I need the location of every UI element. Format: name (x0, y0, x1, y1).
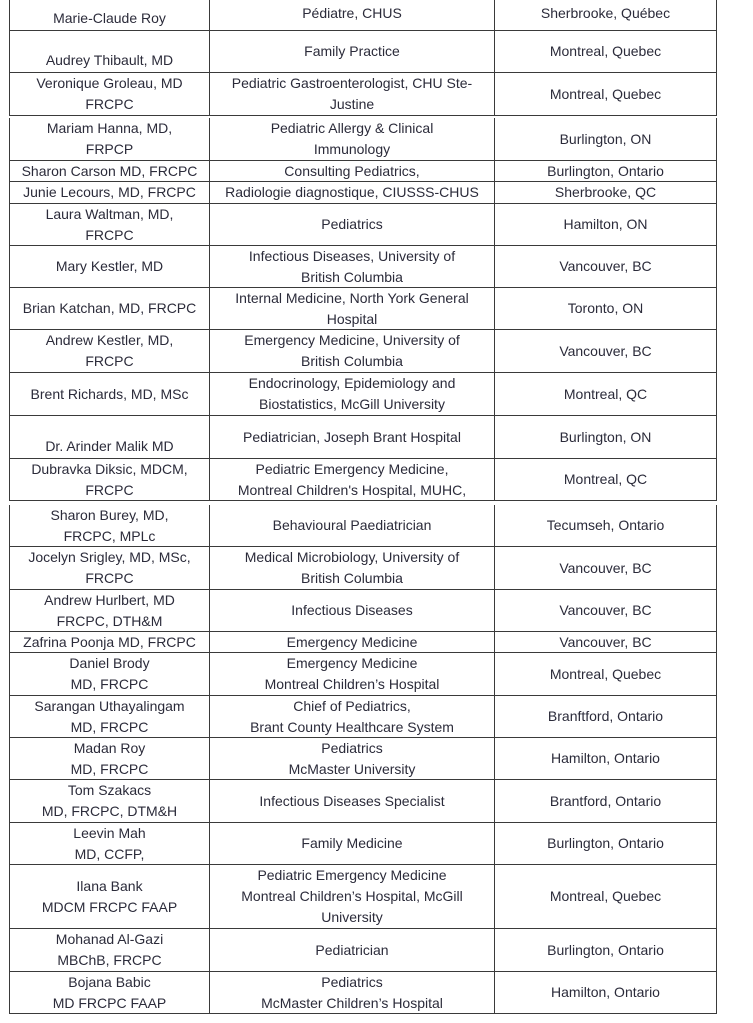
physician-name-cell: Veronique Groleau, MD FRCPC (9, 73, 209, 116)
table-row (9, 161, 717, 182)
table-row (9, 738, 717, 780)
physician-name-cell: Brian Katchan, MD, FRCPC (9, 288, 209, 330)
specialty-cell: Family Practice (209, 31, 494, 73)
specialty-cell: Infectious Diseases, University of British Columbia (209, 246, 494, 288)
table-row (9, 288, 717, 330)
physician-name-cell: Dubravka Diksic, MDCM, FRCPC (9, 459, 209, 501)
physician-name-cell: Marie-Claude Roy (9, 0, 209, 31)
table-row (9, 780, 717, 823)
physician-name-cell: Jocelyn Srigley, MD, MSc, FRCPC (9, 547, 209, 590)
physician-name-cell: Sharon Burey, MD, FRCPC, MPLc (9, 505, 209, 547)
specialty-cell: Endocrinology, Epidemiology and Biostatistics, McGill University (209, 373, 494, 416)
table-row (9, 972, 717, 1014)
specialty-cell: Behavioural Paediatrician (209, 505, 494, 547)
table-row (9, 632, 717, 653)
table-row (9, 204, 717, 246)
location-cell: Vancouver, BC (494, 547, 717, 590)
table-row (9, 590, 717, 632)
specialty-cell: Pediatric Emergency Medicine, Montreal Children's Hospital, MUHC, (209, 459, 494, 501)
specialty-cell: Pediatric Gastroenterologist, CHU Ste- Justine (209, 73, 494, 116)
physician-name-cell: Laura Waltman, MD, FRCPC (9, 204, 209, 246)
table-row (9, 653, 717, 696)
location-cell: Burlington, ON (494, 118, 717, 161)
location-cell: Hamilton, Ontario (494, 972, 717, 1014)
location-cell: Hamilton, ON (494, 204, 717, 246)
specialty-cell: Emergency Medicine, University of British Columbia (209, 330, 494, 373)
table-row (9, 696, 717, 738)
location-cell: Brantford, Ontario (494, 780, 717, 823)
physician-name-cell: Andrew Hurlbert, MD FRCPC, DTH&M (9, 590, 209, 632)
location-cell: Vancouver, BC (494, 632, 717, 653)
location-cell: Burlington, Ontario (494, 823, 717, 865)
specialty-cell: Pédiatre, CHUS (209, 0, 494, 31)
physician-name-cell: Leevin Mah MD, CCFP, (9, 823, 209, 865)
table-row (9, 459, 717, 501)
table-row (9, 31, 717, 73)
location-cell: Toronto, ON (494, 288, 717, 330)
physician-name-cell: Madan Roy MD, FRCPC (9, 738, 209, 780)
location-cell: Vancouver, BC (494, 330, 717, 373)
location-cell: Vancouver, BC (494, 246, 717, 288)
specialty-cell: Pediatrics McMaster Children’s Hospital (209, 972, 494, 1014)
specialty-cell: Internal Medicine, North York General Hospital (209, 288, 494, 330)
location-cell: Branftford, Ontario (494, 696, 717, 738)
table-row (9, 547, 717, 590)
location-cell: Sherbrooke, Québec (494, 0, 717, 31)
table-row (9, 182, 717, 204)
specialty-cell: Consulting Pediatrics, (209, 161, 494, 182)
physician-name-cell: Dr. Arinder Malik MD (9, 416, 209, 459)
specialty-cell: Family Medicine (209, 823, 494, 865)
physician-name-cell: Andrew Kestler, MD, FRCPC (9, 330, 209, 373)
table-row (9, 330, 717, 373)
specialty-cell: Infectious Diseases (209, 590, 494, 632)
location-cell: Burlington, ON (494, 416, 717, 459)
specialty-cell: Emergency Medicine (209, 632, 494, 653)
physician-name-cell: Brent Richards, MD, MSc (9, 373, 209, 416)
specialty-cell: Pediatrics (209, 204, 494, 246)
physician-name-cell: Audrey Thibault, MD (9, 31, 209, 73)
location-cell: Montreal, QC (494, 459, 717, 501)
specialty-cell: Radiologie diagnostique, CIUSSS-CHUS (209, 182, 494, 204)
specialty-cell: Pediatrician (209, 929, 494, 972)
physician-name-cell: Daniel Brody MD, FRCPC (9, 653, 209, 696)
table-row (9, 865, 717, 929)
specialty-cell: Chief of Pediatrics, Brant County Healthcare System (209, 696, 494, 738)
specialty-cell: Infectious Diseases Specialist (209, 780, 494, 823)
physician-name-cell: Tom Szakacs MD, FRCPC, DTM&H (9, 780, 209, 823)
specialty-cell: Pediatric Emergency Medicine Montreal Children’s Hospital, McGill University (209, 865, 494, 929)
physician-name-cell: Bojana Babic MD FRCPC FAAP (9, 972, 209, 1014)
table-row (9, 0, 717, 31)
location-cell: Hamilton, Ontario (494, 738, 717, 780)
specialty-cell: Pediatrics McMaster University (209, 738, 494, 780)
table-row (9, 373, 717, 416)
location-cell: Montreal, Quebec (494, 31, 717, 73)
table-row (9, 416, 717, 459)
location-cell: Montreal, QC (494, 373, 717, 416)
physician-name-cell: Mariam Hanna, MD, FRPCP (9, 118, 209, 161)
location-cell: Vancouver, BC (494, 590, 717, 632)
table-row (9, 929, 717, 972)
location-cell: Sherbrooke, QC (494, 182, 717, 204)
table-row (9, 73, 717, 116)
location-cell: Burlington, Ontario (494, 161, 717, 182)
physician-name-cell: Junie Lecours, MD, FRCPC (9, 182, 209, 204)
location-cell: Montreal, Quebec (494, 73, 717, 116)
specialty-cell: Emergency Medicine Montreal Children’s Hospital (209, 653, 494, 696)
physician-name-cell: Zafrina Poonja MD, FRCPC (9, 632, 209, 653)
physician-name-cell: Sharon Carson MD, FRCPC (9, 161, 209, 182)
location-cell: Montreal, Quebec (494, 653, 717, 696)
table-row (9, 246, 717, 288)
specialty-cell: Pediatrician, Joseph Brant Hospital (209, 416, 494, 459)
location-cell: Burlington, Ontario (494, 929, 717, 972)
physician-name-cell: Mary Kestler, MD (9, 246, 209, 288)
physician-name-cell: Sarangan Uthayalingam MD, FRCPC (9, 696, 209, 738)
location-cell: Montreal, Quebec (494, 865, 717, 929)
specialty-cell: Pediatric Allergy & Clinical Immunology (209, 118, 494, 161)
physician-name-cell: Ilana Bank MDCM FRCPC FAAP (9, 865, 209, 929)
specialty-cell: Medical Microbiology, University of British Columbia (209, 547, 494, 590)
table-row (9, 505, 717, 547)
table-row (9, 118, 717, 161)
location-cell: Tecumseh, Ontario (494, 505, 717, 547)
physician-name-cell: Mohanad Al-Gazi MBChB, FRCPC (9, 929, 209, 972)
table-row (9, 823, 717, 865)
